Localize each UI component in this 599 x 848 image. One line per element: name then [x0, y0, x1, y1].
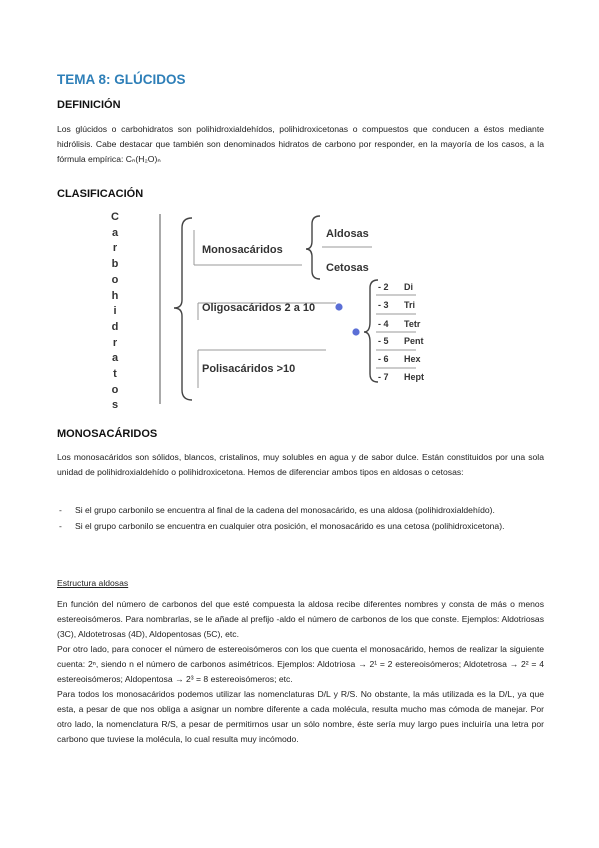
- page-title: TEMA 8: GLÚCIDOS: [57, 72, 186, 87]
- vertical-letter: s: [111, 399, 119, 412]
- type-cetosas: Cetosas: [326, 262, 369, 274]
- size-abbr: Tri: [404, 300, 416, 310]
- vertical-letter: h: [111, 289, 119, 302]
- monosacaridos-heading: MONOSACÁRIDOS: [57, 428, 158, 440]
- size-abbr: Tetr: [404, 319, 421, 329]
- size-abbr: Di: [404, 282, 413, 292]
- vertical-letter: o: [111, 273, 119, 286]
- vertical-letter: o: [111, 383, 119, 396]
- size-number: - 7: [378, 372, 389, 382]
- size-number: - 6: [378, 354, 389, 364]
- estructura-text: [57, 597, 544, 747]
- size-abbr: Hept: [404, 372, 424, 382]
- clasificacion-heading: CLASIFICACIÓN: [57, 188, 144, 200]
- estructura-paragraph-2: Por otro lado, para conocer el número de estereoisómeros con los que cuenta el monosacárido, hemos de realizar la siguiente cuenta: 2ⁿ, siendo n el número de carbonos asimétricos. Ejemplos: Aldotriosa → 2¹ = 2 estereoisómeros; Aldotetrosa → 2² = 4 estereoisómeros; Aldopentosa → 2³ = 8 estereoisómeros; etc.: [57, 644, 544, 684]
- estructura-paragraph-1: En función del número de carbonos del que esté compuesta la aldosa recibe diferentes nombres y consta de más o menos estereoisómeros. Para nombrarlas, se le añade al prefijo -aldo el número de carbonos de los que conste. Ejemplos: Aldotriosas (3C), Aldotetrosas (4D), Aldopentosas (5C), etc.: [57, 599, 544, 639]
- type-aldosas: Aldosas: [326, 228, 369, 240]
- vertical-letter: a: [111, 226, 119, 239]
- vertical-letter: a: [111, 352, 119, 365]
- vertical-letter: r: [112, 242, 118, 255]
- vertical-letter: b: [111, 258, 119, 271]
- definicion-heading: DEFINICIÓN: [57, 99, 121, 111]
- vertical-letter: C: [111, 211, 119, 223]
- monosacaridos-intro-text: Los monosacáridos son sólidos, blancos, cristalinos, muy solubles en agua y de sabor dulce. Están constituidos por una sola unidad de polihidroxialdehído o polihidroxicetona. Hemos de diferenciar ambos tipos en aldosas o cetosas:: [57, 452, 544, 477]
- estructura-subheading: Estructura aldosas: [57, 578, 129, 588]
- size-number: - 4: [378, 319, 389, 329]
- definicion-text: [57, 122, 544, 167]
- vertical-letter: r: [112, 336, 118, 349]
- definicion-paragraph: Los glúcidos o carbohidratos son polihidroxialdehídos, polihidroxicetonas o compuestos que conducen a éstos mediante hidrólisis. Cabe destacar que también son denominados hidratos de carbono por responder, en la mayoría de los casos, a la fórmula empírica: Cₙ(H₂O)ₙ: [57, 124, 544, 164]
- vertical-letter: t: [113, 368, 117, 381]
- size-number: - 3: [378, 300, 389, 310]
- classification-diagram: [106, 208, 424, 412]
- size-number: - 2: [378, 282, 389, 292]
- carbonilo-list: [57, 503, 544, 535]
- monosacaridos-intro: [57, 450, 544, 480]
- category-polisacaridos: Polisacáridos >10: [202, 363, 296, 375]
- estructura-paragraph-3: Para todos los monosacáridos podemos utilizar las nomenclaturas D/L y R/S. No obstante, la más utilizada es la D/L, ya que esta, a pesar de que nos obliga a asignar un nombre diferente a cada molécula, resulta mucho mas cómoda de manejar. Por otro lado, la nomenclatura R/S, a pesar de permitirnos usar un sólo nombre, éste sería muy largo pues incluiría una letra por carbono que tuviese la molécula, lo cual resulta muy incómodo.: [57, 689, 544, 744]
- list-item: - Si el grupo carbonilo se encuentra al final de la cadena del monosacárido, es una aldosa (polihidroxialdehído).: [57, 503, 544, 517]
- vertical-letter: i: [113, 305, 117, 318]
- vertical-letter: d: [111, 320, 119, 333]
- size-number: - 5: [378, 336, 389, 346]
- size-abbr: Pent: [404, 336, 424, 346]
- carbohidratos-vertical-word: [106, 210, 124, 414]
- size-abbr: Hex: [404, 354, 421, 364]
- category-monosacaridos: Monosacáridos: [202, 244, 283, 256]
- list-item: - Si el grupo carbonilo se encuentra en cualquier otra posición, el monosacárido es una cetosa (polihidroxicetona).: [57, 519, 544, 533]
- category-oligosacaridos: Oligosacáridos 2 a 10: [202, 302, 316, 314]
